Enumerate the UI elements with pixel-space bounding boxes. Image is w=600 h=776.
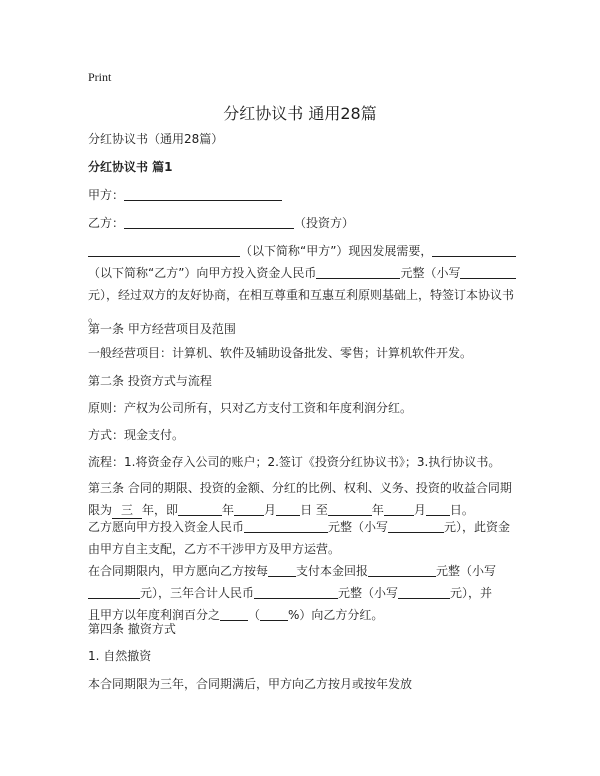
period-total-blank[interactable] bbox=[254, 584, 338, 599]
invest-text-a: 乙方愿向甲方投入资金人民币 bbox=[88, 520, 245, 534]
article-3-text-y: 年 bbox=[222, 503, 235, 517]
party-a-label: 甲方： bbox=[88, 188, 125, 202]
invest-text-d: 由甲方自主支配，乙方不干涉甲方及甲方运营。 bbox=[88, 542, 341, 556]
article-3-paragraph bbox=[88, 477, 520, 521]
article-1-heading: 第一条 甲方经营项目及范围 bbox=[88, 322, 236, 336]
party-b-suffix: （投资方） bbox=[294, 216, 355, 230]
intro-text-1: （以下简称“甲方”）现因发展需要， bbox=[240, 244, 433, 258]
end-year-blank[interactable] bbox=[328, 501, 372, 516]
intro-party-a-blank[interactable] bbox=[88, 242, 240, 257]
period-return-blank[interactable] bbox=[368, 562, 436, 577]
document-title: 分红协议书 通用28篇 bbox=[223, 104, 377, 123]
period-paragraph bbox=[88, 560, 520, 626]
document-subtitle: 分红协议书（通用28篇） bbox=[88, 132, 224, 146]
article-3-text-d: 日 至 bbox=[300, 503, 328, 517]
invest-small-amount-blank[interactable] bbox=[388, 518, 444, 533]
print-link[interactable]: Print bbox=[88, 70, 112, 84]
article-4-item-1: 1. 自然撤资 bbox=[88, 649, 152, 663]
section-heading: 分红协议书 篇1 bbox=[88, 160, 173, 174]
intro-text-2: （以下简称“乙方”）向甲方投入资金人民币 bbox=[88, 266, 317, 280]
party-b-label: 乙方： bbox=[88, 216, 125, 230]
article-2-principle: 原则：产权为公司所有，只对乙方支付工资和年度利润分红。 bbox=[88, 401, 413, 415]
article-2-process: 流程：1.将资金存入公司的账户；2.签订《投资分红协议书》；3.执行协议书。 bbox=[88, 455, 501, 469]
period-text-a: 在合同期限内，甲方愿向乙方按每 bbox=[88, 564, 269, 578]
article-1-text: 一般经营项目：计算机、软件及辅助设备批发、零售；计算机软件开发。 bbox=[88, 346, 473, 360]
intro-text-3: 元整（小写 bbox=[400, 266, 461, 280]
intro-text-5: 。 bbox=[88, 310, 101, 324]
article-3-years-value: 三 bbox=[121, 503, 134, 517]
period-total-small-blank[interactable] bbox=[398, 584, 450, 599]
period-text-f: 元），并 bbox=[450, 586, 493, 600]
period-text-e: 元整（小写 bbox=[338, 586, 399, 600]
article-3-text-m: 月 bbox=[264, 503, 277, 517]
intro-small-amount-blank[interactable] bbox=[460, 264, 516, 279]
article-3-text-limit: 限为 bbox=[88, 503, 113, 517]
period-text-c: 元整（小写 bbox=[436, 564, 497, 578]
period-text-g: 且甲方以年度利润百分之 bbox=[88, 608, 221, 622]
period-text-b: 支付本金回报 bbox=[296, 564, 369, 578]
start-month-blank[interactable] bbox=[234, 501, 264, 516]
intro-blank-2[interactable] bbox=[432, 242, 516, 257]
party-b-line bbox=[88, 212, 520, 234]
invest-text-c: 元），此资金 bbox=[444, 520, 511, 534]
party-b-blank[interactable] bbox=[124, 214, 294, 229]
end-month-blank[interactable] bbox=[384, 501, 414, 516]
period-text-d: 元），三年合计人民币 bbox=[140, 586, 255, 600]
invest-paragraph bbox=[88, 516, 520, 560]
article-3-text-m2: 月 bbox=[413, 503, 426, 517]
article-2-method: 方式：现金支付。 bbox=[88, 428, 185, 442]
article-4-heading: 第四条 撤资方式 bbox=[88, 622, 176, 636]
intro-text-4: 元），经过双方的友好协商，在相互尊重和互惠互利原则基础上，特签订本协议书 bbox=[88, 288, 515, 302]
party-a-line bbox=[88, 184, 520, 206]
article-3-text-year: 年，即 bbox=[142, 503, 179, 517]
period-text-i: %）向乙方分红。 bbox=[288, 608, 384, 622]
party-a-blank[interactable] bbox=[124, 186, 282, 201]
intro-amount-blank[interactable] bbox=[316, 264, 400, 279]
invest-text-b: 元整（小写 bbox=[328, 520, 389, 534]
article-4-text: 本合同期限为三年，合同期满后，甲方向乙方按月或按年发放 bbox=[88, 677, 413, 691]
invest-amount-blank[interactable] bbox=[244, 518, 328, 533]
period-return-small-blank[interactable] bbox=[88, 584, 140, 599]
end-day-blank[interactable] bbox=[426, 501, 450, 516]
article-2-heading: 第二条 投资方式与流程 bbox=[88, 374, 212, 388]
period-text-h: （ bbox=[248, 608, 261, 622]
article-3-line-1: 第三条 合同的期限、投资的金额、分红的比例、权利、义务、投资的收益合同期 bbox=[88, 481, 512, 495]
start-day-blank[interactable] bbox=[276, 501, 300, 516]
intro-paragraph bbox=[88, 240, 520, 328]
article-3-text-d2: 日。 bbox=[449, 503, 474, 517]
article-3-text-y2: 年 bbox=[371, 503, 384, 517]
period-unit-blank[interactable] bbox=[268, 562, 296, 577]
start-year-blank[interactable] bbox=[178, 501, 222, 516]
